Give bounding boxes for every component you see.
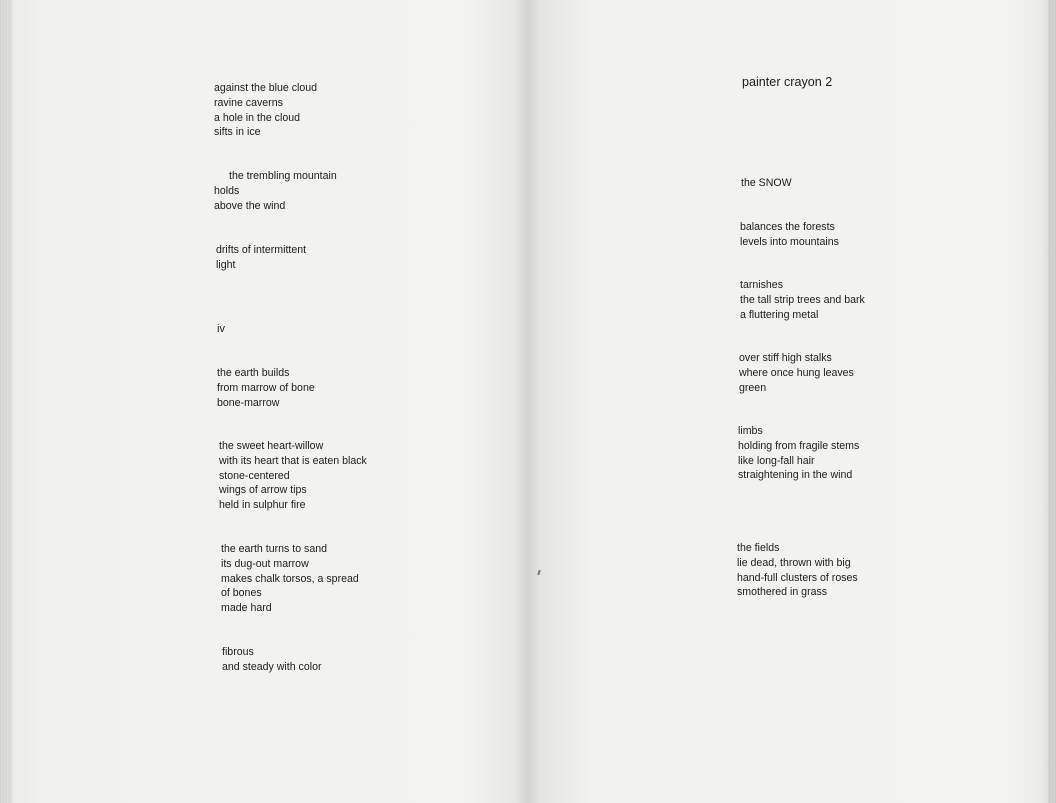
poem-line: limbs (738, 425, 763, 437)
poem-line: fibrous (222, 646, 254, 658)
poem-line: from marrow of bone (217, 381, 315, 394)
poem-line: above the wind (214, 199, 286, 212)
poem-line: the SNOW (741, 177, 792, 189)
poem-line: tarnishes (740, 279, 783, 291)
poem-line: made hard (221, 602, 272, 615)
poem-line: like long-fall hair (738, 454, 815, 467)
poem-line: bone-marrow (217, 396, 280, 409)
poem-line: ravine caverns (214, 96, 283, 109)
poem-line: the fields (737, 542, 780, 554)
poem-title: painter crayon 2 (742, 75, 833, 89)
right-page (528, 0, 1056, 803)
poem-line: with its heart that is eaten black (219, 454, 367, 467)
poem-line: drifts of intermittent (216, 244, 307, 256)
poem-line: hand-full clusters of roses (737, 571, 858, 584)
left-stanza-7 (222, 645, 322, 675)
poem-line: the tall strip trees and bark (740, 293, 865, 306)
poem-line: holds (214, 184, 240, 197)
poem-line: of bones (221, 587, 262, 600)
poem-line: lie dead, thrown with big (737, 556, 851, 569)
poem-line: a fluttering metal (740, 308, 819, 321)
poem-line: held in sulphur fire (219, 499, 306, 512)
poem-line: straightening in the wind (738, 469, 853, 482)
poem-line: holding from fragile stems (738, 439, 860, 452)
right-stanza-6 (737, 541, 858, 600)
right-stanza-1 (741, 176, 792, 191)
poem-line: makes chalk torsos, a spread (221, 572, 359, 585)
poem-line: a hole in the cloud (214, 111, 300, 124)
poem-line: green (739, 381, 767, 394)
poem-line: where once hung leaves (739, 366, 854, 379)
poem-line: against the blue cloud (214, 82, 318, 94)
poem-line: wings of arrow tips (219, 484, 307, 497)
poem-line: the earth builds (217, 367, 290, 379)
right-stanza-2 (740, 220, 839, 250)
left-stanza-4 (217, 366, 315, 410)
right-stanza-3 (740, 278, 865, 322)
section-heading-iv: iv (217, 323, 225, 335)
right-stanza-4 (739, 351, 854, 395)
poem-line: balances the forests (740, 221, 835, 233)
poem-line: sifts in ice (214, 126, 261, 139)
poem-line: and steady with color (222, 660, 322, 673)
poem-line: stone-centered (219, 469, 290, 482)
right-stanza-5 (738, 424, 859, 483)
poem-line: smothered in grass (737, 586, 828, 599)
left-stanza-1 (214, 81, 317, 140)
poem-line: over stiff high stalks (739, 352, 832, 364)
poem-line: levels into mountains (740, 235, 839, 248)
poem-line: the trembling mountain (229, 170, 337, 182)
poem-line: its dug-out marrow (221, 557, 309, 570)
left-stanza-5 (219, 439, 367, 513)
left-stanza-6 (221, 542, 359, 616)
poem-line: light (216, 258, 236, 271)
poem-line: the sweet heart-willow (219, 440, 324, 452)
poem-line: the earth turns to sand (221, 543, 328, 555)
left-stanza-3 (216, 243, 306, 273)
left-stanza-2 (214, 169, 337, 213)
